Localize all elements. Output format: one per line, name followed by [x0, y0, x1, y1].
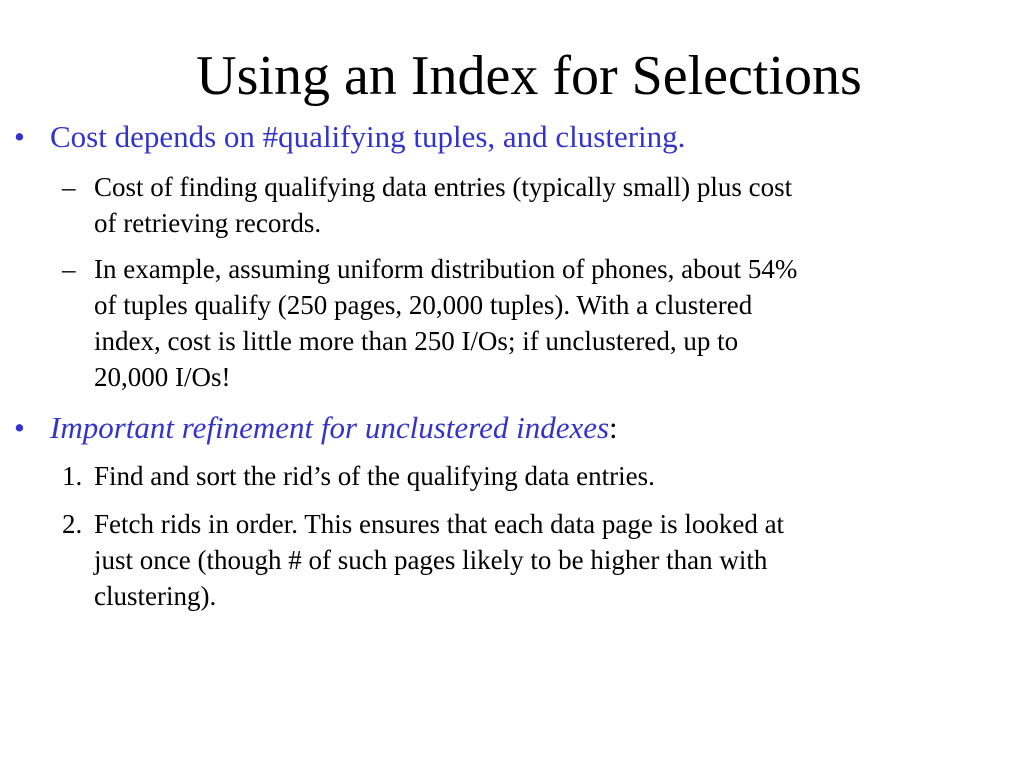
text-line: Find and sort the rid’s of the qualifying data entries.	[94, 461, 655, 491]
dash-marker: –	[62, 172, 76, 202]
dash-marker: –	[62, 254, 76, 284]
sub-item-text	[94, 458, 994, 494]
text-line: Cost of finding qualifying data entries (typically small) plus cost	[94, 172, 793, 202]
bullet-marker: •	[14, 119, 25, 154]
slide-title: Using an Index for Selections	[196, 45, 862, 107]
bullet-text: Cost depends on #qualifying tuples, and clustering.	[50, 119, 686, 154]
text-line: just once (though # of such pages likely to be higher than with	[94, 545, 768, 575]
text-line: Fetch rids in order. This ensures that each data page is looked at	[94, 509, 785, 539]
text-line: of retrieving records.	[94, 208, 322, 238]
bullet-suffix: :	[609, 410, 618, 445]
sub-item-text	[94, 169, 994, 241]
sub-item-text	[94, 251, 994, 395]
sub-item-text	[94, 506, 994, 614]
text-line: of tuples qualify (250 pages, 20,000 tuples). With a clustered	[94, 290, 753, 320]
number-marker: 2.	[62, 509, 83, 539]
number-marker: 1.	[62, 461, 83, 491]
bullet-text-container	[50, 410, 618, 446]
text-line: clustering).	[94, 581, 217, 611]
bullet-text: Important refinement for unclustered indexes	[50, 410, 610, 445]
text-line: 20,000 I/Os!	[94, 362, 231, 392]
bullet-marker: •	[14, 410, 25, 445]
text-line: index, cost is little more than 250 I/Os; if unclustered, up to	[94, 326, 739, 356]
text-line: In example, assuming uniform distribution of phones, about 54%	[94, 254, 798, 284]
